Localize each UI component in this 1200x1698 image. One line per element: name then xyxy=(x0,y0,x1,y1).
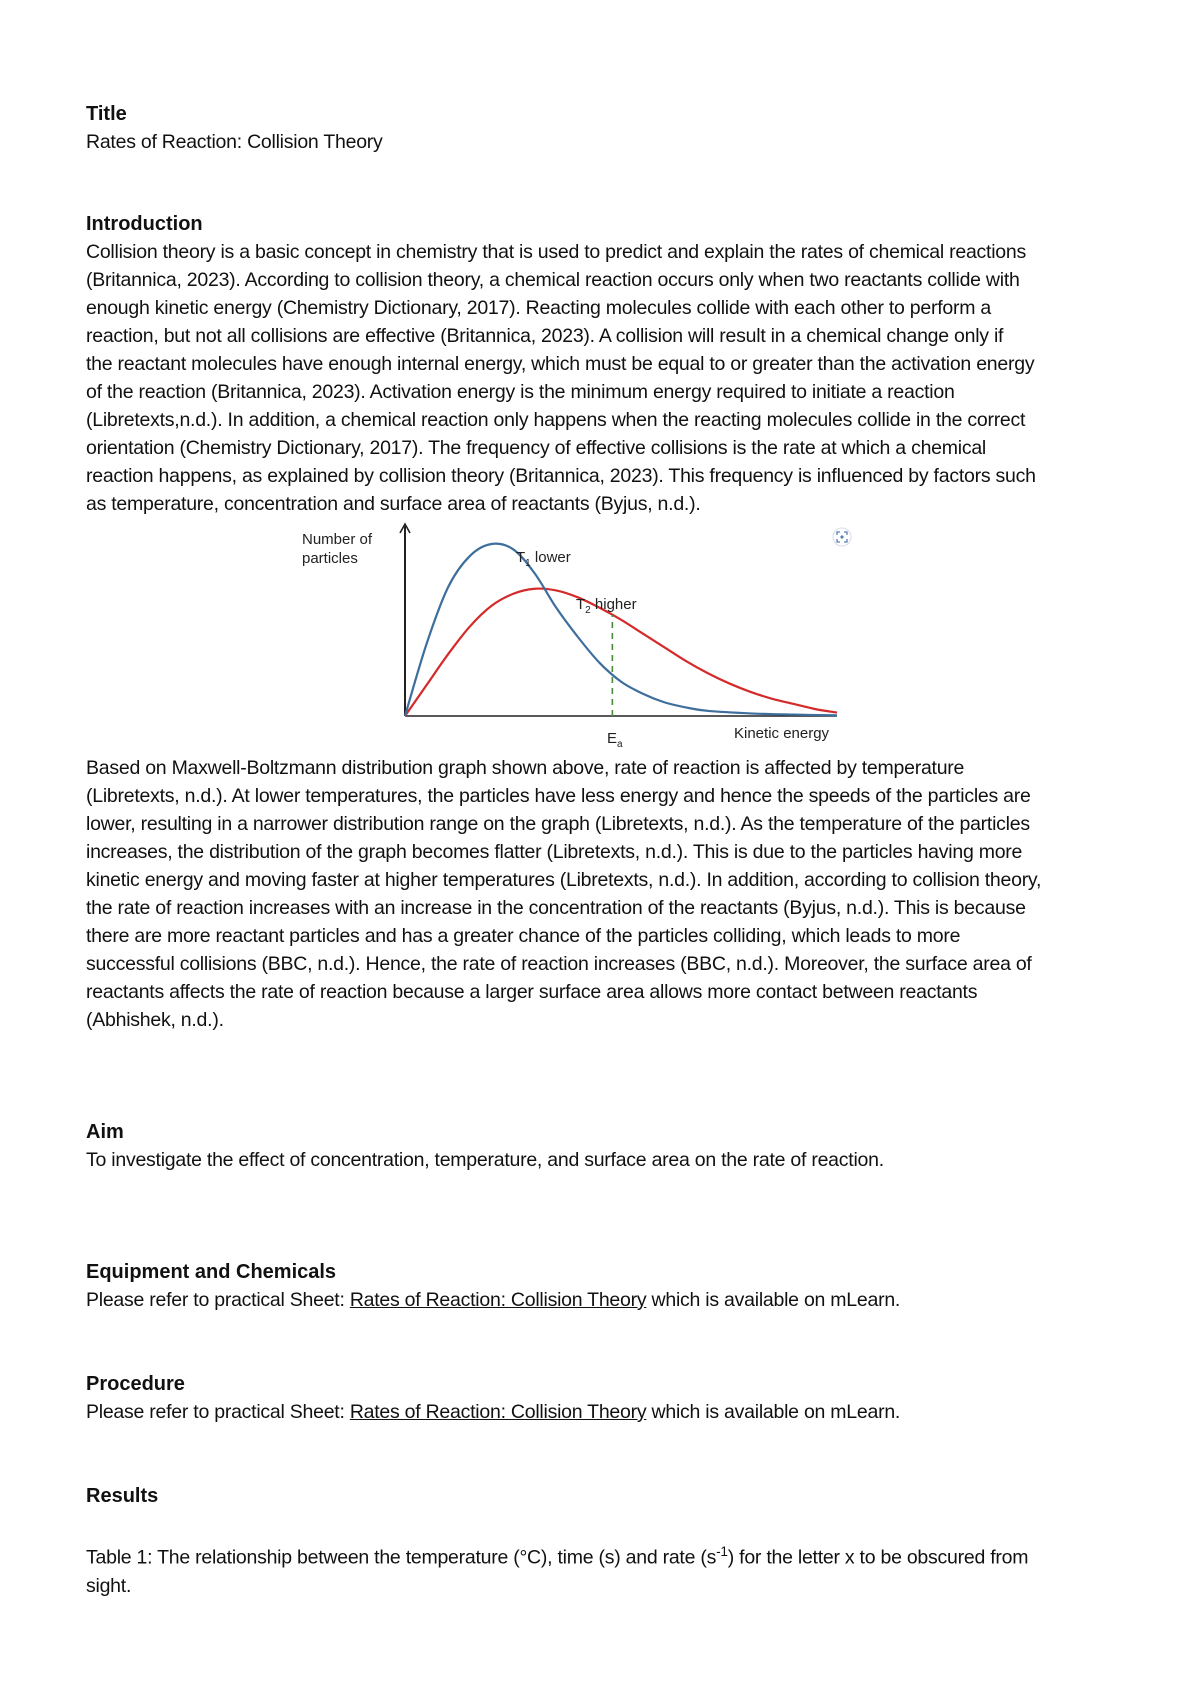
ea-label: $E_a$ xyxy=(607,730,623,748)
table-caption xyxy=(86,1538,1126,1572)
expand-icon[interactable] xyxy=(833,528,851,546)
curve-t1-lower xyxy=(405,544,837,716)
discussion-line: increases, the distribution of the graph becomes flatter (Libretexts, n.d.). This is due to the particles having more xyxy=(86,841,1023,863)
intro-line: as temperature, concentration and surface area of reactants (Byjus, n.d.). xyxy=(86,493,701,515)
intro-line: the reactant molecules have enough internal energy, which must be equal to or greater than the activation energy xyxy=(86,353,1035,375)
introduction-heading: Introduction xyxy=(86,213,203,235)
equipment-suffix: which is available on mLearn. xyxy=(646,1289,901,1311)
discussion-line: successful collisions (BBC, n.d.). Hence, the rate of reaction increases (BBC, n.d.). Moreover, the surface area of xyxy=(86,953,1032,975)
title-heading: Title xyxy=(86,103,127,125)
discussion-line: the rate of reaction increases with an increase in the concentration of the reactants (Byjus, n.d.). This is because xyxy=(86,897,1026,919)
y-axis-label-line1: Number of xyxy=(302,531,373,548)
introduction-paragraph xyxy=(86,238,1126,518)
discussion-line: there are more reactant particles and has a greater chance of the particles colliding, which leads to more xyxy=(86,925,961,947)
report-title: Rates of Reaction: Collision Theory xyxy=(86,131,383,153)
intro-line: Collision theory is a basic concept in chemistry that is used to predict and explain the rates of chemical reactions xyxy=(86,241,1026,263)
discussion-line: kinetic energy and moving faster at higher temperatures (Libretexts, n.d.). In addition, according to collision theory, xyxy=(86,869,1042,891)
maxwell-boltzmann-figure xyxy=(86,520,1126,748)
equipment-prefix: Please refer to practical Sheet: xyxy=(86,1289,350,1311)
intro-line: reaction happens, as explained by collision theory (Britannica, 2023). This frequency is influenced by factors such xyxy=(86,465,1036,487)
discussion-line: lower, resulting in a narrower distribution range on the graph (Libretexts, n.d.). As the temperature of the particles xyxy=(86,813,1030,835)
document-body xyxy=(86,100,1126,1600)
intro-line: enough kinetic energy (Chemistry Dictionary, 2017). Reacting molecules collide with each other to perform a xyxy=(86,297,992,319)
aim-text: To investigate the effect of concentration, temperature, and surface area on the rate of reaction. xyxy=(86,1149,884,1171)
t1-label: $T_1$ lower xyxy=(516,549,571,569)
procedure-text xyxy=(86,1398,1126,1426)
results-heading: Results xyxy=(86,1485,159,1507)
y-axis-label-line2: particles xyxy=(302,550,358,567)
procedure-heading: Procedure xyxy=(86,1373,185,1395)
procedure-prefix: Please refer to practical Sheet: xyxy=(86,1401,350,1423)
x-axis-label: Kinetic energy xyxy=(734,725,830,742)
discussion-paragraph xyxy=(86,754,1126,1034)
intro-line: orientation (Chemistry Dictionary, 2017). The frequency of effective collisions is the rate at which a chemical xyxy=(86,437,987,459)
intro-line: reaction, but not all collisions are effective (Britannica, 2023). A collision will result in a chemical change only if xyxy=(86,325,1004,347)
distribution-chart xyxy=(86,520,1126,748)
intro-line: of the reaction (Britannica, 2023). Activation energy is the minimum energy required to initiate a reaction xyxy=(86,381,955,403)
intro-line: (Libretexts,n.d.). In addition, a chemical reaction only happens when the reacting molecules collide in the correct xyxy=(86,409,1026,431)
caption-part: ), time (s) and rate (s xyxy=(540,1546,717,1569)
equipment-heading: Equipment and Chemicals xyxy=(86,1261,337,1283)
discussion-line: reactants affects the rate of reaction because a larger surface area allows more contact between reactants xyxy=(86,981,978,1003)
table-caption-line2: sight. xyxy=(86,1574,132,1597)
caption-superscript: -1 xyxy=(716,1544,728,1559)
discussion-line: (Libretexts, n.d.). At lower temperatures, the particles have less energy and hence the speeds of the particles are xyxy=(86,785,1031,807)
equipment-text xyxy=(86,1286,1126,1314)
practical-sheet-link[interactable]: Rates of Reaction: Collision Theory xyxy=(349,1401,647,1423)
caption-part: Table 1: The relationship between the temperature ( xyxy=(86,1546,520,1569)
discussion-line: Based on Maxwell-Boltzmann distribution graph shown above, rate of reaction is affected by temperature xyxy=(86,757,965,779)
caption-unit: °C xyxy=(519,1546,541,1569)
discussion-line: (Abhishek, n.d.). xyxy=(86,1009,224,1031)
intro-line: (Britannica, 2023). According to collision theory, a chemical reaction occurs only when two reactants collide with xyxy=(86,269,1020,291)
practical-sheet-link[interactable]: Rates of Reaction: Collision Theory xyxy=(349,1289,647,1311)
caption-part: ) for the letter x to be obscured from xyxy=(727,1546,1029,1569)
t2-label: $T_2$ higher xyxy=(576,596,637,616)
procedure-suffix: which is available on mLearn. xyxy=(646,1401,901,1423)
aim-heading: Aim xyxy=(86,1121,124,1143)
